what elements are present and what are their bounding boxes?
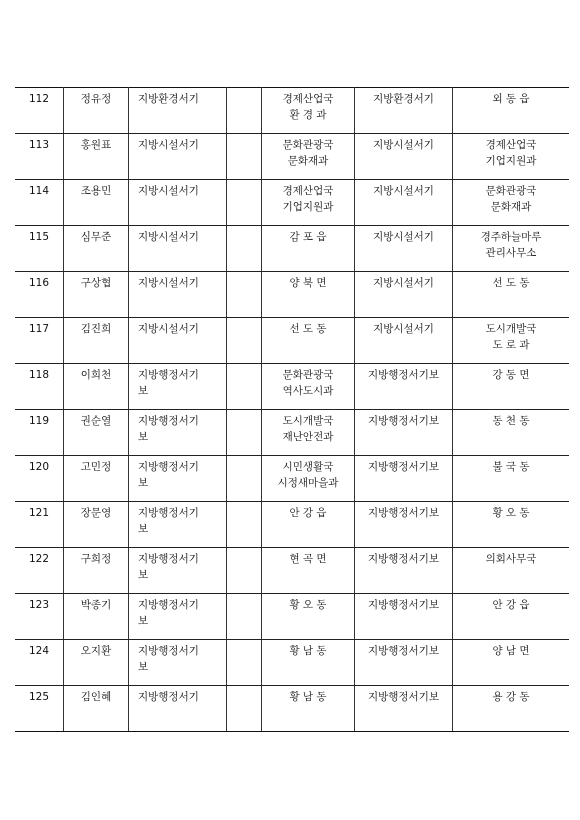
row-number: 120 xyxy=(28,461,50,473)
new-department-cell xyxy=(453,640,570,686)
assigned-grade: 지방행정서기보 xyxy=(367,415,439,427)
assigned-grade: 지방시설서기 xyxy=(373,139,434,151)
employee-name: 김인혜 xyxy=(80,691,112,703)
employee-name-cell xyxy=(64,88,129,134)
new-department: 황 오 동 xyxy=(492,507,530,519)
new-department: 경제산업국 기업지원과 xyxy=(485,139,537,167)
current-grade-cell xyxy=(129,272,227,318)
assigned-grade: 지방시설서기 xyxy=(373,277,434,289)
current-grade: 지방행정서기 보 xyxy=(138,369,199,397)
new-department-cell xyxy=(453,410,570,456)
new-department-cell xyxy=(453,456,570,502)
assigned-grade-cell xyxy=(355,318,453,364)
new-department: 외 동 읍 xyxy=(492,93,530,105)
new-department-cell xyxy=(453,226,570,272)
assigned-grade: 지방시설서기 xyxy=(373,323,434,335)
previous-department-cell xyxy=(262,364,355,410)
blank-cell-cell xyxy=(227,594,262,640)
current-grade: 지방행정서기 보 xyxy=(138,553,199,581)
current-grade-cell xyxy=(129,640,227,686)
row-number: 122 xyxy=(28,553,50,565)
assigned-grade: 지방행정서기보 xyxy=(367,645,439,657)
blank-cell-cell xyxy=(227,686,262,732)
row-number-cell xyxy=(15,226,64,272)
table-row xyxy=(15,272,569,318)
blank-cell-cell xyxy=(227,180,262,226)
assigned-grade: 지방시설서기 xyxy=(373,185,434,197)
current-grade: 지방시설서기 xyxy=(138,185,199,197)
assigned-grade: 지방행정서기보 xyxy=(367,369,439,381)
row-number-cell xyxy=(15,640,64,686)
current-grade-cell xyxy=(129,456,227,502)
previous-department-cell xyxy=(262,410,355,456)
blank-cell-cell xyxy=(227,318,262,364)
row-number-cell xyxy=(15,88,64,134)
previous-department-cell xyxy=(262,88,355,134)
current-grade-cell xyxy=(129,88,227,134)
row-number-cell xyxy=(15,134,64,180)
row-number-cell xyxy=(15,456,64,502)
employee-name: 이희천 xyxy=(80,369,112,381)
new-department: 용 강 동 xyxy=(492,691,530,703)
previous-department: 문화관광국 역사도시과 xyxy=(282,369,334,397)
previous-department-cell xyxy=(262,226,355,272)
personnel-table-body xyxy=(15,88,569,732)
current-grade: 지방시설서기 xyxy=(138,231,199,243)
current-grade: 지방시설서기 xyxy=(138,277,199,289)
assigned-grade-cell xyxy=(355,548,453,594)
current-grade: 지방환경서기 xyxy=(138,93,199,105)
row-number: 117 xyxy=(28,323,50,335)
personnel-table xyxy=(15,87,569,732)
assigned-grade: 지방행정서기보 xyxy=(367,691,439,703)
assigned-grade-cell xyxy=(355,364,453,410)
blank-cell-cell xyxy=(227,548,262,594)
previous-department-cell xyxy=(262,594,355,640)
new-department: 경주하늘마루 관리사무소 xyxy=(480,231,542,259)
table-row xyxy=(15,180,569,226)
new-department: 강 동 면 xyxy=(492,369,530,381)
employee-name-cell xyxy=(64,640,129,686)
employee-name: 장문영 xyxy=(80,507,112,519)
previous-department-cell xyxy=(262,318,355,364)
table-row xyxy=(15,456,569,502)
previous-department-cell xyxy=(262,548,355,594)
row-number: 119 xyxy=(28,415,50,427)
assigned-grade-cell xyxy=(355,180,453,226)
table-row xyxy=(15,686,569,732)
new-department-cell xyxy=(453,364,570,410)
previous-department-cell xyxy=(262,456,355,502)
table-row xyxy=(15,364,569,410)
previous-department: 문화관광국 문화재과 xyxy=(282,139,334,167)
row-number-cell xyxy=(15,686,64,732)
previous-department: 경제산업국 환 경 과 xyxy=(282,93,334,121)
row-number-cell xyxy=(15,548,64,594)
row-number-cell xyxy=(15,272,64,318)
blank-cell-cell xyxy=(227,272,262,318)
previous-department-cell xyxy=(262,686,355,732)
previous-department: 시민생활국 시정새마을과 xyxy=(277,461,339,489)
blank-cell-cell xyxy=(227,410,262,456)
table-row xyxy=(15,410,569,456)
employee-name-cell xyxy=(64,594,129,640)
assigned-grade: 지방시설서기 xyxy=(373,231,434,243)
current-grade-cell xyxy=(129,134,227,180)
assigned-grade: 지방행정서기보 xyxy=(367,599,439,611)
current-grade: 지방시설서기 xyxy=(138,323,199,335)
assigned-grade-cell xyxy=(355,88,453,134)
assigned-grade: 지방환경서기 xyxy=(373,93,434,105)
row-number-cell xyxy=(15,180,64,226)
employee-name: 정유정 xyxy=(80,93,112,105)
blank-cell-cell xyxy=(227,640,262,686)
assigned-grade-cell xyxy=(355,594,453,640)
row-number: 123 xyxy=(28,599,50,611)
new-department: 안 강 읍 xyxy=(492,599,530,611)
previous-department: 경제산업국 기업지원과 xyxy=(282,185,334,213)
employee-name: 구희정 xyxy=(80,553,112,565)
current-grade-cell xyxy=(129,410,227,456)
previous-department-cell xyxy=(262,134,355,180)
table-row xyxy=(15,226,569,272)
employee-name: 권순열 xyxy=(80,415,112,427)
employee-name-cell xyxy=(64,548,129,594)
table-row xyxy=(15,502,569,548)
current-grade-cell xyxy=(129,180,227,226)
new-department: 도시개발국 도 로 과 xyxy=(485,323,537,351)
new-department: 선 도 동 xyxy=(492,277,530,289)
previous-department: 양 북 면 xyxy=(289,277,327,289)
assigned-grade-cell xyxy=(355,456,453,502)
current-grade-cell xyxy=(129,686,227,732)
table-row xyxy=(15,88,569,134)
previous-department: 안 강 읍 xyxy=(289,507,327,519)
employee-name-cell xyxy=(64,364,129,410)
previous-department: 황 오 동 xyxy=(289,599,327,611)
blank-cell-cell xyxy=(227,456,262,502)
row-number: 124 xyxy=(28,645,50,657)
row-number: 113 xyxy=(28,139,50,151)
table-row xyxy=(15,640,569,686)
current-grade-cell xyxy=(129,318,227,364)
employee-name-cell xyxy=(64,410,129,456)
new-department-cell xyxy=(453,134,570,180)
blank-cell-cell xyxy=(227,502,262,548)
blank-cell-cell xyxy=(227,364,262,410)
previous-department: 황 남 동 xyxy=(289,691,327,703)
employee-name-cell xyxy=(64,226,129,272)
current-grade: 지방행정서기 보 xyxy=(138,507,199,535)
assigned-grade: 지방행정서기보 xyxy=(367,553,439,565)
new-department-cell xyxy=(453,594,570,640)
row-number-cell xyxy=(15,364,64,410)
row-number: 118 xyxy=(28,369,50,381)
assigned-grade-cell xyxy=(355,226,453,272)
employee-name: 구상협 xyxy=(80,277,112,289)
row-number-cell xyxy=(15,318,64,364)
row-number-cell xyxy=(15,594,64,640)
current-grade: 지방행정서기 보 xyxy=(138,645,199,673)
current-grade-cell xyxy=(129,548,227,594)
new-department: 문화관광국 문화재과 xyxy=(485,185,537,213)
new-department-cell xyxy=(453,88,570,134)
current-grade: 지방행정서기 보 xyxy=(138,599,199,627)
row-number: 112 xyxy=(28,93,50,105)
previous-department-cell xyxy=(262,502,355,548)
current-grade: 지방행정서기 보 xyxy=(138,415,199,443)
new-department: 양 남 면 xyxy=(492,645,530,657)
new-department: 불 국 동 xyxy=(492,461,530,473)
assigned-grade-cell xyxy=(355,686,453,732)
blank-cell-cell xyxy=(227,226,262,272)
row-number: 115 xyxy=(28,231,50,243)
previous-department: 감 포 읍 xyxy=(289,231,327,243)
current-grade-cell xyxy=(129,594,227,640)
previous-department-cell xyxy=(262,640,355,686)
new-department: 동 천 동 xyxy=(492,415,530,427)
previous-department: 도시개발국 재난안전과 xyxy=(282,415,334,443)
assigned-grade-cell xyxy=(355,640,453,686)
new-department-cell xyxy=(453,272,570,318)
table-row xyxy=(15,548,569,594)
employee-name: 박종기 xyxy=(80,599,112,611)
previous-department-cell xyxy=(262,180,355,226)
employee-name-cell xyxy=(64,318,129,364)
row-number-cell xyxy=(15,502,64,548)
employee-name-cell xyxy=(64,686,129,732)
current-grade: 지방행정서기 xyxy=(138,691,199,703)
employee-name: 고민정 xyxy=(80,461,112,473)
new-department-cell xyxy=(453,686,570,732)
new-department-cell xyxy=(453,502,570,548)
row-number-cell xyxy=(15,410,64,456)
row-number: 121 xyxy=(28,507,50,519)
previous-department: 황 남 동 xyxy=(289,645,327,657)
new-department: 의회사무국 xyxy=(485,553,537,565)
current-grade: 지방시설서기 xyxy=(138,139,199,151)
row-number: 114 xyxy=(28,185,50,197)
table-row xyxy=(15,134,569,180)
employee-name: 오지환 xyxy=(80,645,112,657)
new-department-cell xyxy=(453,318,570,364)
assigned-grade-cell xyxy=(355,272,453,318)
assigned-grade-cell xyxy=(355,502,453,548)
row-number: 125 xyxy=(28,691,50,703)
new-department-cell xyxy=(453,548,570,594)
current-grade-cell xyxy=(129,364,227,410)
assigned-grade-cell xyxy=(355,134,453,180)
employee-name-cell xyxy=(64,272,129,318)
employee-name-cell xyxy=(64,456,129,502)
employee-name: 심무준 xyxy=(80,231,112,243)
table-row xyxy=(15,318,569,364)
new-department-cell xyxy=(453,180,570,226)
employee-name: 조용민 xyxy=(80,185,112,197)
blank-cell-cell xyxy=(227,134,262,180)
employee-name-cell xyxy=(64,180,129,226)
blank-cell-cell xyxy=(227,88,262,134)
current-grade-cell xyxy=(129,226,227,272)
assigned-grade: 지방행정서기보 xyxy=(367,461,439,473)
employee-name-cell xyxy=(64,502,129,548)
employee-name: 김진희 xyxy=(80,323,112,335)
current-grade: 지방행정서기 보 xyxy=(138,461,199,489)
current-grade-cell xyxy=(129,502,227,548)
previous-department-cell xyxy=(262,272,355,318)
row-number: 116 xyxy=(28,277,50,289)
assigned-grade: 지방행정서기보 xyxy=(367,507,439,519)
employee-name: 홍원표 xyxy=(80,139,112,151)
previous-department: 현 곡 면 xyxy=(289,553,327,565)
table-row xyxy=(15,594,569,640)
assigned-grade-cell xyxy=(355,410,453,456)
employee-name-cell xyxy=(64,134,129,180)
previous-department: 선 도 동 xyxy=(289,323,327,335)
